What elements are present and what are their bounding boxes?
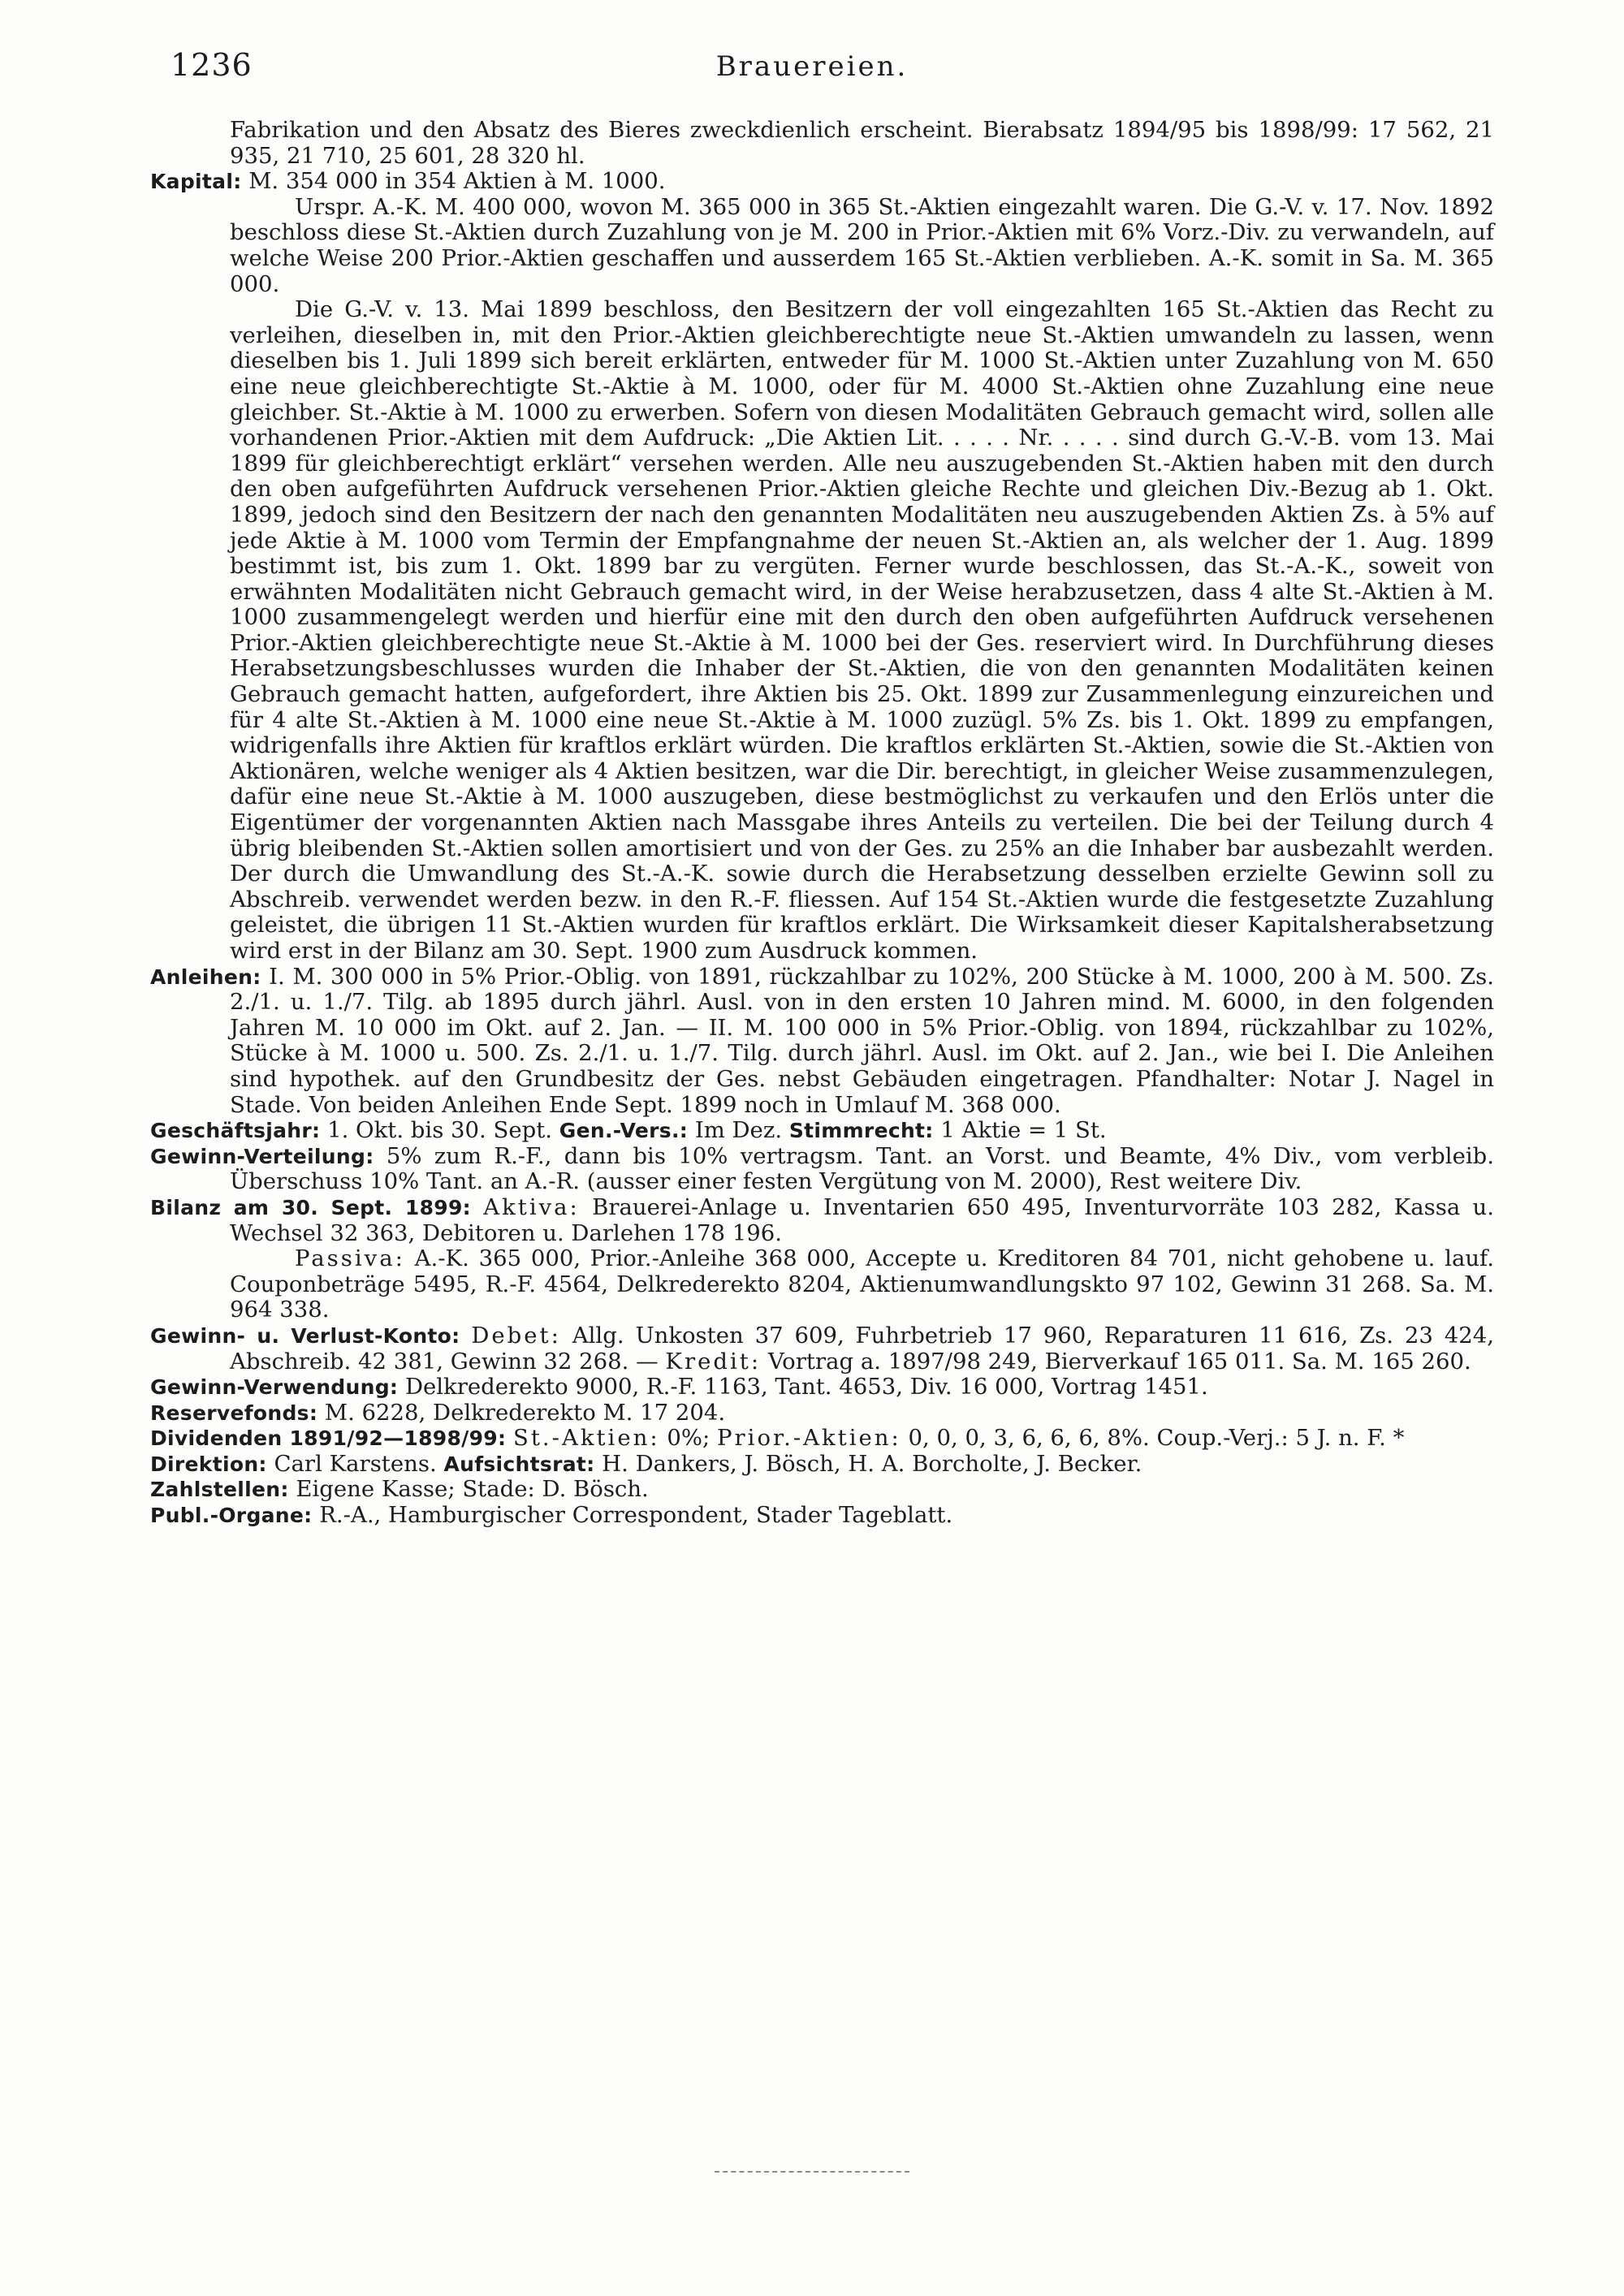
kapital-paragraph-1: Urspr. A.-K. M. 400 000, wovon M. 365 000 in 365 St.-Aktien eingezahlt waren. Die G.-V. v. 17. Nov. 1892 beschloss diese St.-Aktien durch Zuzahlung von je M. 200 in Prior.-Aktien mit 6% Vorz.-Div. zu verwandeln, auf welche Weise 200 Prior.-Aktien geschaffen und ausserdem 165 St.-Aktien verblieben. A.-K. somit in Sa. M. 365 000. bbox=[230, 193, 1494, 297]
zahlstellen-entry bbox=[150, 1477, 1494, 1503]
bilanz-label: Bilanz am 30. Sept. 1899: bbox=[150, 1195, 471, 1219]
gewinn-verteilung-label: Gewinn-Verteilung: bbox=[150, 1144, 374, 1168]
aufsichtsrat-text: H. Dankers, J. Bösch, H. A. Borcholte, J. Becker. bbox=[602, 1450, 1142, 1477]
gen-vers-label: Gen.-Vers.: bbox=[559, 1119, 689, 1143]
direktion-text: Carl Karstens. bbox=[274, 1450, 437, 1477]
gen-vers-text: Im Dez. bbox=[694, 1117, 783, 1144]
passiva-paragraph bbox=[150, 1246, 1494, 1323]
anleihen-entry bbox=[150, 965, 1494, 1119]
geschaeftsjahr-entry bbox=[150, 1118, 1494, 1144]
aktiva-text: Brauerei-Anlage u. Inventarien 650 495, Inventurvorräte 103 282, Kassa u. Wechsel 32 363, Debitoren u. Darlehen 178 196. bbox=[230, 1193, 1494, 1246]
direktion-entry bbox=[150, 1452, 1494, 1478]
publ-organe-text: R.-A., Hamburgischer Correspondent, Stader Tageblatt. bbox=[319, 1502, 953, 1529]
gewinn-verwendung-text: Delkrederekto 9000, R.-F. 1163, Tant. 4653, Div. 16 000, Vortrag 1451. bbox=[404, 1374, 1208, 1400]
anleihen-label: Anleihen: bbox=[150, 965, 261, 989]
st-aktien-label: St.-Aktien: bbox=[513, 1425, 660, 1452]
reservefonds-entry bbox=[150, 1400, 1494, 1426]
passiva-text: A.-K. 365 000, Prior.-Anleihe 368 000, Accepte u. Kreditoren 84 701, nicht gehobene u. lauf. Couponbeträge 5495, R.-F. 4564, Delkrederekto 8204, Aktienumwandlungskto 97 102, Gewinn 31 268. Sa. M. 964 338. bbox=[230, 1245, 1494, 1323]
publ-organe-label: Publ.-Organe: bbox=[150, 1504, 313, 1528]
gewinn-verlust-entry bbox=[150, 1323, 1494, 1375]
document-body bbox=[150, 118, 1494, 1529]
footer-rule bbox=[715, 2171, 909, 2173]
gewinn-verteilung-text: 5% zum R.-F., dann bis 10% vertragsm. Tant. an Vorst. und Beamte, 4% Div., vom verbleib. Überschuss 10% Tant. an A.-R. (ausser einer festen Vergütung von M. 2000), Rest weitere Div. bbox=[230, 1142, 1494, 1195]
aufsichtsrat-label: Aufsichtsrat: bbox=[443, 1452, 595, 1476]
kapital-summary: M. 354 000 in 354 Aktien à M. 1000. bbox=[248, 168, 666, 195]
debet-text: Allg. Unkosten 37 609, Fuhrbetrieb 17 960, Reparaturen 11 616, Zs. 23 424, Abschreib. 42 381, Gewinn 32 268. — bbox=[230, 1322, 1495, 1375]
stimmrecht-label: Stimmrecht: bbox=[788, 1119, 934, 1143]
st-aktien-text: 0%; bbox=[667, 1425, 710, 1452]
anleihen-text: I. M. 300 000 in 5% Prior.-Oblig. von 1891, rückzahlbar zu 102%, 200 Stücke à M. 1000, 200 à M. 500. Zs. 2./1. u. 1./7. Tilg. ab 1895 durch jährl. Ausl. von in den ersten 10 Jahren mind. M. 6000, in den folgenden Jahren M. 10 000 im Okt. auf 2. Jan. — II. M. 100 000 in 5% Prior.-Oblig. von 1894, rückzahlbar zu 102%, Stücke à M. 1000 u. 500. Zs. 2./1. u. 1./7. Tilg. durch jährl. Ausl. im Okt. auf 2. Jan., wie bei I. Die Anleihen sind hypothek. auf den Grundbesitz der Ges. nebst Gebäuden eingetragen. Pfandhalter: Notar J. Nagel in Stade. Von beiden Anleihen Ende Sept. 1899 noch in Umlauf M. 368 000. bbox=[230, 963, 1494, 1118]
gewinn-verwendung-label: Gewinn-Verwendung: bbox=[150, 1375, 399, 1400]
zahlstellen-text: Eigene Kasse; Stade: D. Bösch. bbox=[296, 1476, 649, 1503]
bilanz-entry bbox=[150, 1195, 1494, 1246]
page-number: 1236 bbox=[171, 47, 253, 83]
running-head: Brauereien. bbox=[715, 50, 909, 83]
reservefonds-text: M. 6228, Delkrederekto M. 17 204. bbox=[324, 1399, 726, 1426]
kapital-label: Kapital: bbox=[150, 170, 242, 194]
intro-paragraph: Fabrikation und den Absatz des Bieres zweckdienlich erscheint. Bierabsatz 1894/95 bis 1898/99: 17 562, 21 935, 21 710, 25 601, 28 320 hl. bbox=[230, 117, 1494, 169]
passiva-label: Passiva: bbox=[295, 1245, 405, 1272]
geschaeftsjahr-label: Geschäftsjahr: bbox=[150, 1119, 321, 1143]
debet-label: Debet: bbox=[471, 1322, 561, 1349]
prior-aktien-text: 0, 0, 0, 3, 6, 6, 6, 8%. bbox=[908, 1425, 1150, 1452]
stimmrecht-text: 1 Aktie = 1 St. bbox=[940, 1117, 1107, 1144]
gewinn-verwendung-entry bbox=[150, 1375, 1494, 1400]
prior-aktien-label: Prior.-Aktien: bbox=[717, 1425, 901, 1452]
coupon-verjaehrung-text: Coup.-Verj.: 5 J. n. F. * bbox=[1156, 1425, 1405, 1452]
zahlstellen-label: Zahlstellen: bbox=[150, 1478, 289, 1502]
gewinn-verlust-label: Gewinn- u. Verlust-Konto: bbox=[150, 1323, 460, 1348]
geschaeftsjahr-text: 1. Okt. bis 30. Sept. bbox=[327, 1117, 553, 1144]
kapital-paragraph-2: Die G.-V. v. 13. Mai 1899 beschloss, den Besitzern der voll eingezahlten 165 St.-Aktien das Recht zu verleihen, dieselben in, mit den Prior.-Aktien gleichberechtigte neue St.-Aktien umwandeln zu lassen, wenn dieselben bis 1. Juli 1899 sich bereit erklärten, entweder für M. 1000 St.-Aktien unter Zuzahlung von M. 650 eine neue gleichberechtigte St.-Aktie à M. 1000, oder für M. 4000 St.-Aktien ohne Zuzahlung eine neue gleichber. St.-Aktie à M. 1000 zu erwerben. Sofern von diesen Modalitäten Gebrauch gemacht wird, sollen alle vorhandenen Prior.-Aktien mit dem Aufdruck: „Die Aktien Lit. . . . . Nr. . . . . sind durch G.-V.-B. vom 13. Mai 1899 für gleichberechtigt erklärt“ versehen werden. Alle neu auszugebenden St.-Aktien haben mit den durch den oben aufgeführten Aufdruck versehenen Prior.-Aktien gleiche Rechte und gleichen Div.-Bezug ab 1. Okt. 1899, jedoch sind den Besitzern der nach den genannten Modalitäten neu auszugebenden Aktien Zs. à 5% auf jede Aktie à M. 1000 vom Termin der Empfangnahme der neuen St.-Aktien an, als welcher der 1. Aug. 1899 bestimmt ist, bis zum 1. Okt. 1899 bar zu vergüten. Ferner wurde beschlossen, das St.-A.-K., soweit von erwähnten Modalitäten nicht Gebrauch gemacht wird, in der Weise herabzusetzen, dass 4 alte St.-Aktien à M. 1000 zusammengelegt werden und hierfür eine mit den durch den oben aufgeführten Aufdruck versehenen Prior.-Aktien gleichberechtigte neue St.-Aktie à M. 1000 bei der Ges. reserviert wird. In Durchführung dieses Herabsetzungsbeschlusses wurden die Inhaber der St.-Aktien, die von den genannten Modalitäten keinen Gebrauch gemacht hatten, aufgefordert, ihre Aktien bis 25. Okt. 1899 zur Zusammenlegung einzureichen und für 4 alte St.-Aktien à M. 1000 eine neue St.-Aktie à M. 1000 zuzügl. 5% Zs. bis 1. Okt. 1899 zu empfangen, widrigenfalls ihre Aktien für kraftlos erklärt würden. Die kraftlos erklärten St.-Aktien, sowie die St.-Aktien von Aktionären, welche weniger als 4 Aktien besitzen, war die Dir. berechtigt, in gleicher Weise zusammenzulegen, dafür eine neue St.-Aktie à M. 1000 auszugeben, diese bestmöglichst zu verkaufen und den Erlös unter die Eigentümer der vorgenannten Aktien nach Massgabe ihres Anteils zu verteilen. Die bei der Teilung durch 4 übrig bleibenden St.-Aktien sollen amortisiert und von der Ges. zu 25% an die Inhaber bar ausbezahlt werden. Der durch die Umwandlung des St.-A.-K. sowie durch die Herabsetzung desselben erzielte Gewinn soll zu Abschreib. verwendet werden bezw. in den R.-F. fliessen. Auf 154 St.-Aktien wurde die festgesetzte Zuzahlung geleistet, die übrigen 11 St.-Aktien wurden für kraftlos erklärt. Die Wirksamkeit dieser Kapitalsherabsetzung wird erst in der Bilanz am 30. Sept. 1900 zum Ausdruck kommen. bbox=[230, 296, 1494, 964]
publ-organe-entry bbox=[150, 1503, 1494, 1529]
gewinn-verteilung-entry bbox=[150, 1144, 1494, 1195]
reservefonds-label: Reservefonds: bbox=[150, 1400, 318, 1425]
direktion-label: Direktion: bbox=[150, 1452, 267, 1476]
dividenden-label: Dividenden 1891/92—1898/99: bbox=[150, 1426, 507, 1451]
kredit-label: Kredit: bbox=[665, 1348, 762, 1375]
kredit-text: Vortrag a. 1897/98 249, Bierverkauf 165 011. Sa. M. 165 260. bbox=[767, 1348, 1471, 1375]
kapital-entry bbox=[150, 169, 1494, 195]
dividenden-entry bbox=[150, 1426, 1494, 1452]
aktiva-label: Aktiva: bbox=[483, 1193, 580, 1220]
